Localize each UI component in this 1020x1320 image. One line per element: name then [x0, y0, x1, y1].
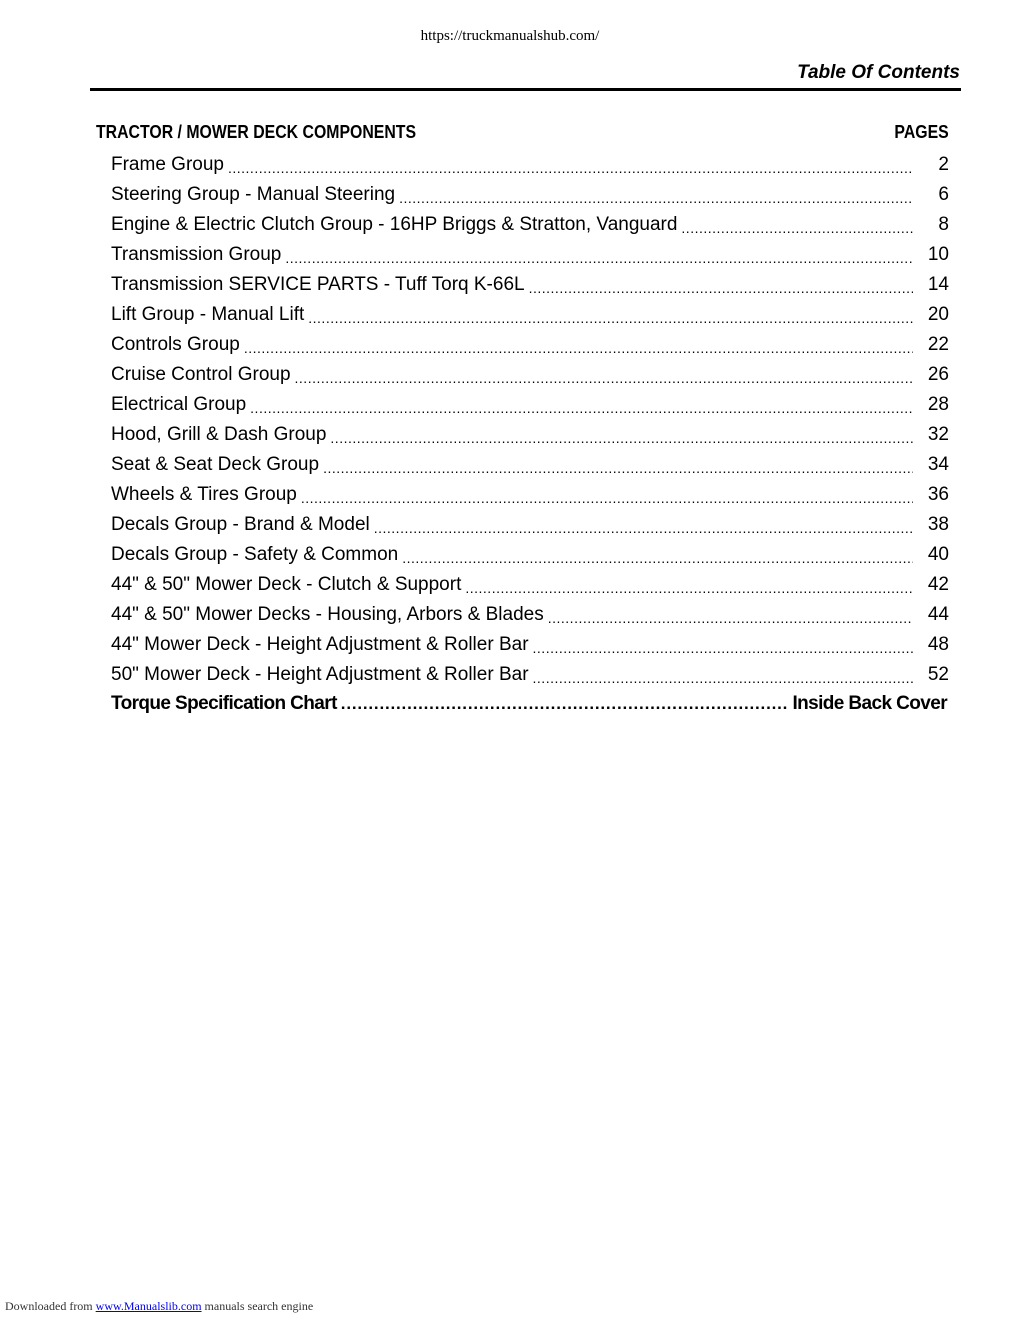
- toc-entry-label: Wheels & Tires Group: [111, 484, 297, 505]
- toc-entry[interactable]: [111, 300, 949, 330]
- toc-entry-page: 28: [927, 394, 949, 415]
- toc-entry-label: Engine & Electric Clutch Group - 16HP Briggs & Stratton, Vanguard: [111, 214, 678, 235]
- toc-entry[interactable]: [111, 420, 949, 450]
- dot-leader: [374, 520, 913, 536]
- page-title: Table Of Contents: [797, 62, 960, 83]
- toc-entry[interactable]: [111, 150, 949, 180]
- pages-column-label: PAGES: [894, 122, 949, 142]
- toc-entry[interactable]: [111, 390, 949, 420]
- toc-entry-page: 22: [927, 334, 949, 355]
- toc-entry-label: Steering Group - Manual Steering: [111, 184, 396, 205]
- section-title: TRACTOR / MOWER DECK COMPONENTS: [96, 122, 417, 142]
- title-divider: [90, 88, 961, 91]
- toc-entry-label: Transmission SERVICE PARTS - Tuff Torq K-66L: [111, 274, 525, 295]
- toc-entry-page: 34: [927, 454, 949, 475]
- toc-entry[interactable]: [111, 360, 949, 390]
- toc-entry-page: 42: [927, 574, 949, 595]
- toc-entry-label: Lift Group - Manual Lift: [111, 304, 305, 325]
- dot-leader: [402, 550, 913, 566]
- toc-entry[interactable]: [111, 630, 949, 660]
- toc-entry[interactable]: [111, 480, 949, 510]
- toc-entry-torque-chart[interactable]: [111, 690, 947, 718]
- dot-leader: [681, 220, 913, 236]
- toc-entry-label: 44" & 50" Mower Decks - Housing, Arbors & Blades: [111, 604, 544, 625]
- dot-leader: [301, 490, 913, 506]
- toc-entry[interactable]: [111, 270, 949, 300]
- dot-leader: [244, 340, 913, 356]
- toc-entry-label: Hood, Grill & Dash Group: [111, 424, 327, 445]
- dot-leader: [295, 370, 913, 386]
- toc-entry-page: 14: [927, 274, 949, 295]
- dot-leader: [285, 250, 913, 266]
- toc-entry-page: 6: [938, 184, 949, 205]
- toc-entry-page: 38: [927, 514, 949, 535]
- dot-leader: [533, 670, 913, 686]
- section-header: [96, 122, 949, 146]
- toc-entry-label: 44" Mower Deck - Height Adjustment & Roller Bar: [111, 634, 529, 655]
- dot-leader: [533, 640, 913, 656]
- toc-entry-label: Controls Group: [111, 334, 240, 355]
- toc-entry[interactable]: [111, 510, 949, 540]
- dot-leader: [250, 400, 913, 416]
- dot-leader: [548, 610, 913, 626]
- toc-entry[interactable]: [111, 570, 949, 600]
- toc-entry[interactable]: [111, 330, 949, 360]
- dot-leader: [341, 694, 789, 714]
- footer-prefix: Downloaded from: [5, 1299, 93, 1313]
- toc-entry[interactable]: [111, 240, 949, 270]
- toc-entry-page: 26: [927, 364, 949, 385]
- toc-entry-label: 50" Mower Deck - Height Adjustment & Roller Bar: [111, 664, 529, 685]
- dot-leader: [465, 580, 913, 596]
- dot-leader: [399, 190, 913, 206]
- toc-entry-page: Inside Back Cover: [792, 693, 947, 714]
- toc-entry-label: Transmission Group: [111, 244, 282, 265]
- toc-entry-page: 52: [927, 664, 949, 685]
- source-url: https://truckmanualshub.com/: [420, 28, 600, 44]
- toc-entry-page: 48: [927, 634, 949, 655]
- toc-entry-page: 8: [938, 214, 949, 235]
- download-footer: [5, 1299, 313, 1314]
- toc-entry[interactable]: [111, 540, 949, 570]
- toc-entry-label: Decals Group - Brand & Model: [111, 514, 370, 535]
- toc-entry[interactable]: [111, 450, 949, 480]
- toc-entry-page: 36: [927, 484, 949, 505]
- toc-entry-label: 44" & 50" Mower Deck - Clutch & Support: [111, 574, 462, 595]
- toc-entry-page: 40: [927, 544, 949, 565]
- dot-leader: [228, 160, 913, 176]
- toc-entry-page: 44: [927, 604, 949, 625]
- manualslib-link[interactable]: www.Manualslib.com: [95, 1299, 202, 1313]
- dot-leader: [330, 430, 913, 446]
- toc-entry-label: Torque Specification Chart: [111, 693, 337, 714]
- toc-entry-page: 20: [927, 304, 949, 325]
- dot-leader: [308, 310, 913, 326]
- toc-entry[interactable]: [111, 660, 949, 690]
- toc-entry[interactable]: [111, 180, 949, 210]
- toc-entry-label: Electrical Group: [111, 394, 247, 415]
- toc-entry-page: 32: [927, 424, 949, 445]
- toc-entry-label: Seat & Seat Deck Group: [111, 454, 320, 475]
- toc-entry-label: Decals Group - Safety & Common: [111, 544, 399, 565]
- toc-list: [111, 150, 949, 690]
- toc-entry[interactable]: [111, 600, 949, 630]
- toc-entry-page: 2: [938, 154, 949, 175]
- toc-entry-label: Frame Group: [111, 154, 224, 175]
- toc-entry[interactable]: [111, 210, 949, 240]
- toc-entry-label: Cruise Control Group: [111, 364, 291, 385]
- dot-leader: [529, 280, 913, 296]
- toc-entry-page: 10: [927, 244, 949, 265]
- footer-suffix: manuals search engine: [204, 1299, 314, 1313]
- dot-leader: [323, 460, 913, 476]
